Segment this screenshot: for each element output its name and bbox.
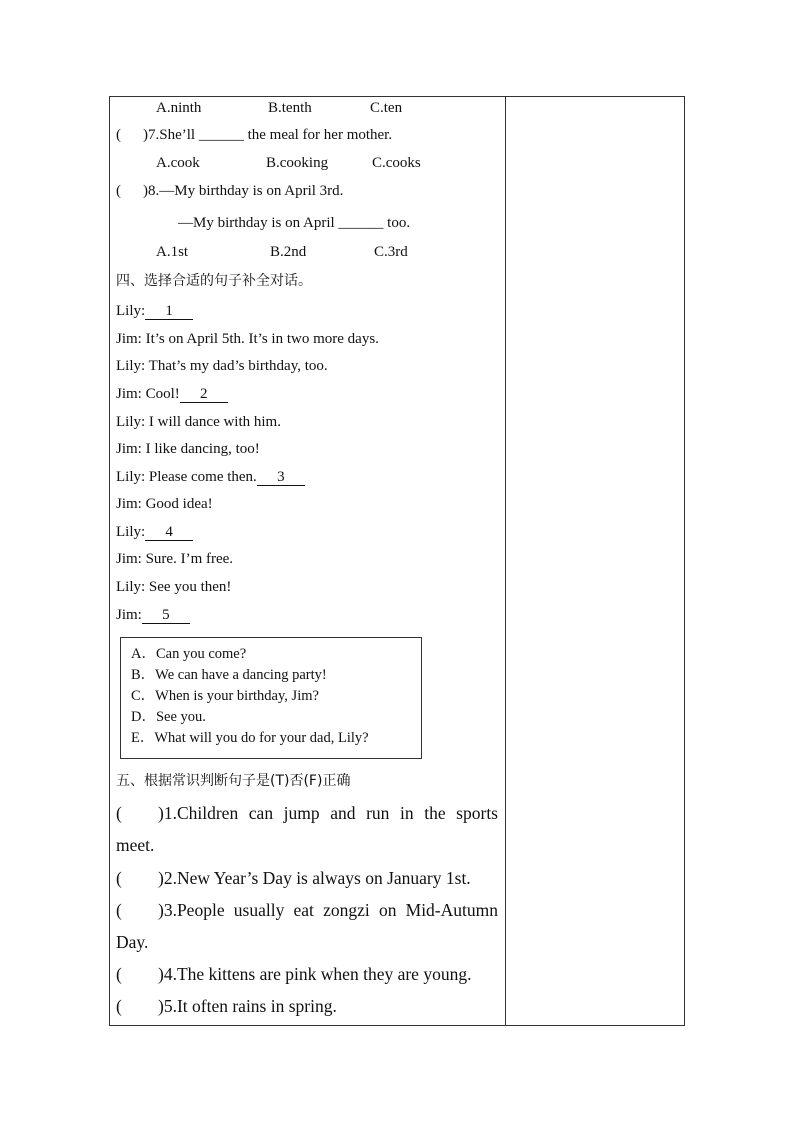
tf-paren: ( [116,868,122,888]
dialogue-line [116,606,190,624]
answer-blank[interactable]: 2 [180,387,228,403]
dialogue-text: I like dancing, too! [141,441,260,457]
dialogue-line [116,440,260,458]
option-e: E．What will you do for your dad, Lily? [131,730,369,746]
dialogue-line [116,550,233,568]
dialogue-line [116,385,228,403]
speaker: Lily: [116,579,146,595]
section4-heading: 四、选择合适的句子补全对话。 [116,273,312,289]
answer-blank[interactable]: 1 [145,304,193,320]
q7-option-b: B.cooking [266,155,329,171]
speaker: Lily: [116,303,146,319]
tf-q3-line2: Day. [116,932,149,952]
speaker: Jim: [116,496,142,512]
speaker: Jim: [116,551,142,567]
tf-paren: ( [116,964,122,984]
dialogue-line [116,330,379,348]
tf-paren: ( [116,900,122,920]
dialogue-text: I will dance with him. [145,414,281,430]
speaker: Jim: [116,386,142,402]
option-d: D．See you. [131,709,206,725]
dialogue-line [116,468,305,486]
dialogue-text: That’s my dad’s birthday, too. [145,358,328,374]
dialogue-line [116,413,281,431]
dialogue-text: See you then! [145,579,232,595]
speaker: Jim: [116,607,142,623]
option-a: A．Can you come? [131,646,247,662]
speaker: Jim: [116,331,142,347]
q8-option-c: C.3rd [374,244,408,260]
q8-option-b: B.2nd [270,244,307,260]
answer-blank[interactable]: 3 [257,470,305,486]
tf-paren: ( [116,996,122,1016]
speaker: Lily: [116,524,146,540]
q8-paren: ( [116,183,121,199]
tf-q2: )2.New Year’s Day is always on January 1st. [158,868,471,888]
q7-text: )7.She’ll ______ the meal for her mother. [143,127,393,143]
speaker: Lily: [116,469,146,485]
section5-heading: 五、根据常识判断句子是(T)否(F)正确 [116,773,351,789]
tf-q3-line1: )3.People usually eat zongzi on Mid-Autumn [158,900,498,920]
dialogue-text: Sure. I’m free. [141,551,234,567]
tf-q1-line2: meet. [116,835,155,855]
q8-line2: —My birthday is on April ______ too. [178,215,411,231]
column-divider [505,97,506,1025]
tf-q4: )4.The kittens are pink when they are young. [158,964,472,984]
worksheet-table [109,96,685,1026]
dialogue-line [116,495,213,513]
tf-q5: )5.It often rains in spring. [158,996,337,1016]
dialogue-text: It’s on April 5th. It’s in two more days. [141,331,379,347]
q7-option-a: A.cook [156,155,200,171]
q7-option-c: C.cooks [372,155,421,171]
q6-option-b: B.tenth [268,100,312,116]
tf-q1-line1: )1.Children can jump and run in the sports [158,803,498,823]
option-b: B．We can have a dancing party! [131,667,327,683]
speaker: Jim: [116,441,142,457]
dialogue-text: Please come then. [145,469,257,485]
dialogue-text: Good idea! [141,496,213,512]
answer-blank[interactable]: 5 [142,608,190,624]
tf-paren: ( [116,803,122,823]
options-box [120,637,422,759]
dialogue-line [116,357,328,375]
option-c: C．When is your birthday, Jim? [131,688,319,704]
q6-option-a: A.ninth [156,100,202,116]
speaker: Lily: [116,358,146,374]
answer-blank[interactable]: 4 [145,525,193,541]
speaker: Lily: [116,414,146,430]
dialogue-line [116,578,231,596]
q8-text: )8.—My birthday is on April 3rd. [143,183,344,199]
dialogue-line [116,523,193,541]
q7-paren: ( [116,127,121,143]
q8-option-a: A.1st [156,244,189,260]
dialogue-line [116,302,193,320]
q6-option-c: C.ten [370,100,403,116]
dialogue-text: Cool! [141,386,180,402]
